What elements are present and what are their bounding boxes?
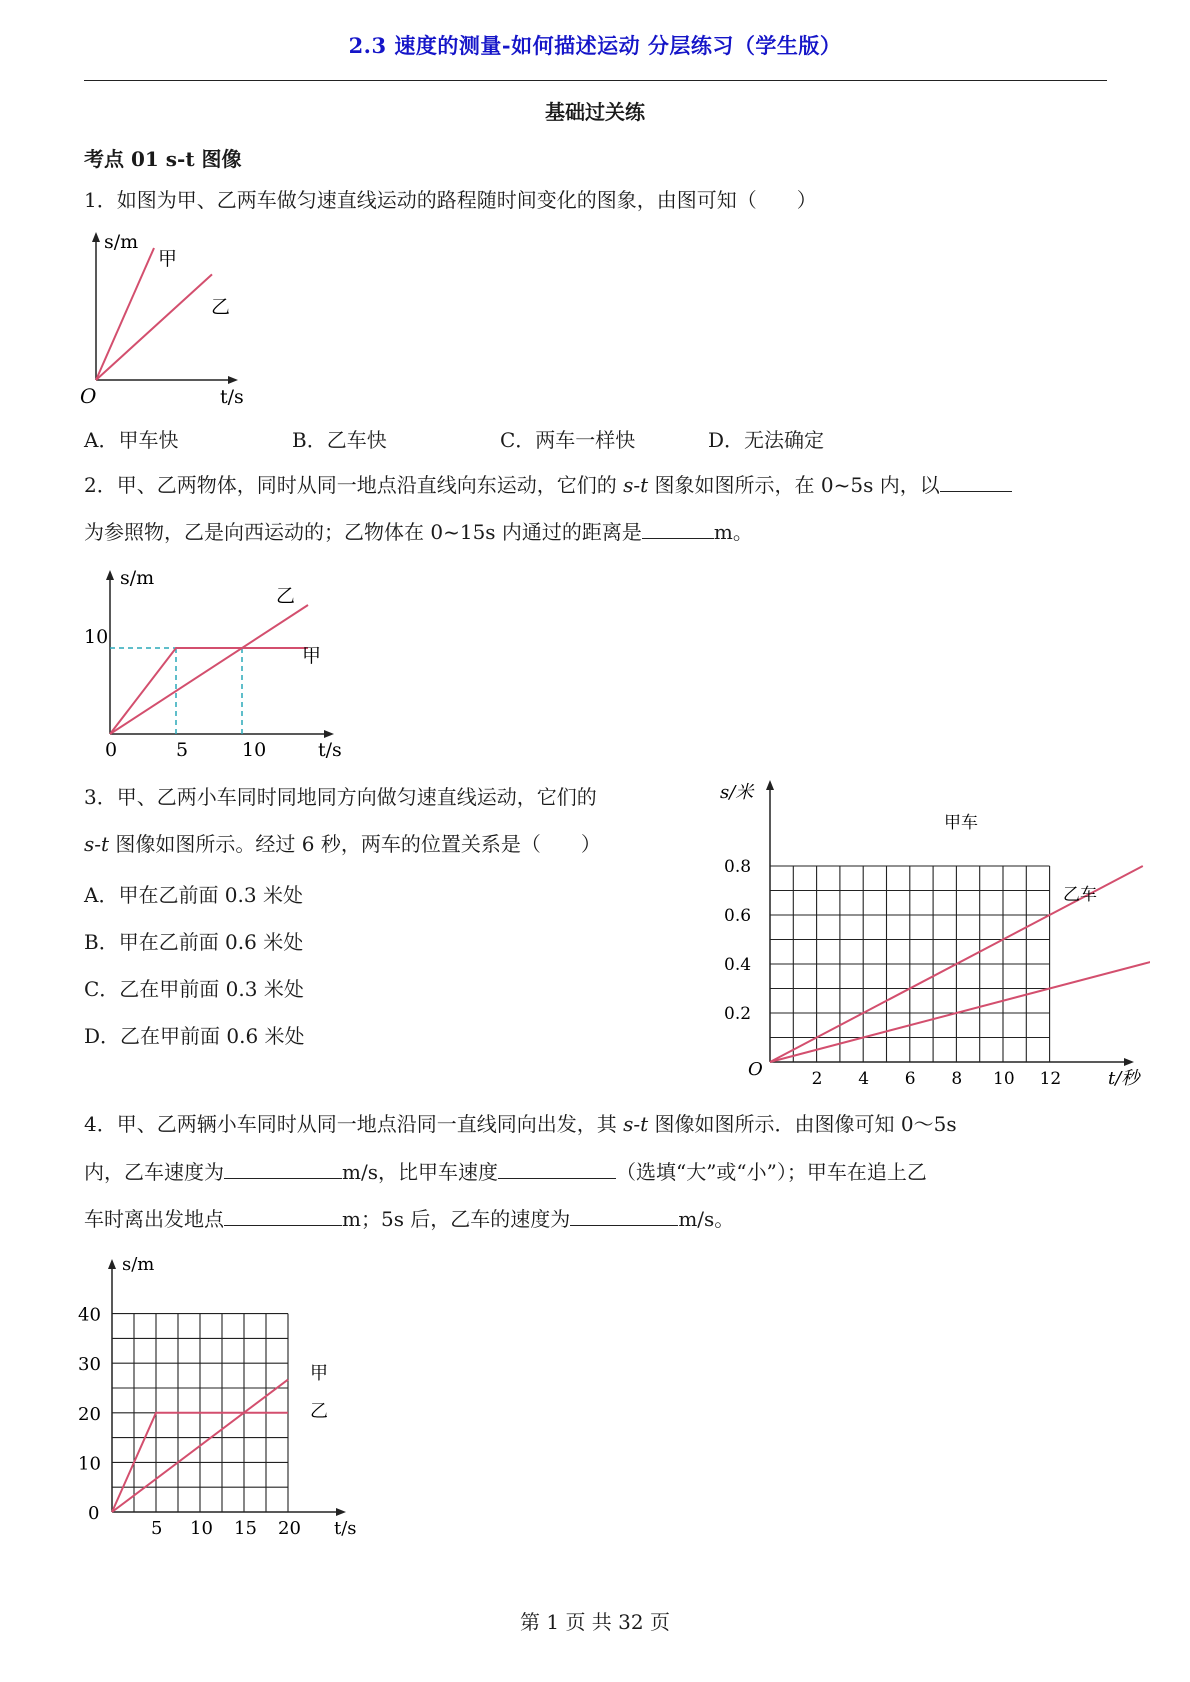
question-4-chart <box>78 1250 378 1550</box>
answer-blank[interactable] <box>224 1159 342 1179</box>
y-axis-arrow-icon <box>108 1259 116 1269</box>
y-axis-arrow-icon <box>92 232 100 242</box>
answer-blank[interactable] <box>224 1206 342 1226</box>
y-tick-label: 0.4 <box>724 955 752 975</box>
option-a: A．甲车快 <box>84 428 179 452</box>
y-axis-arrow-icon <box>766 780 774 790</box>
x-tick-5: 5 <box>176 739 189 761</box>
y-tick-label: 20 <box>78 1403 101 1425</box>
question-4-line-3: 车时离出发地点 m；5s 后，乙车的速度为 m/s。 <box>84 1207 735 1231</box>
y-axis-label: s/m <box>104 231 139 253</box>
series-label-yiche: 乙车 <box>1063 885 1097 905</box>
x-axis-arrow-icon <box>324 730 334 738</box>
y-tick-label: 10 <box>78 1453 101 1475</box>
origin-label: O <box>748 1059 763 1080</box>
series-label-jiache: 甲车 <box>944 813 978 833</box>
option-b: B．甲在乙前面 0.6 米处 <box>84 930 304 954</box>
series-label-jia: 甲 <box>302 645 322 667</box>
question-3-line-1: 3．甲、乙两小车同时同地同方向做匀速直线运动，它们的 <box>84 785 597 809</box>
x-tick-label: 5 <box>151 1518 163 1539</box>
y-axis-label: s/m <box>120 567 155 589</box>
series-label-jia: 甲 <box>310 1363 328 1384</box>
y-tick-label: 0.2 <box>724 1004 752 1024</box>
x-tick-label: 8 <box>951 1069 963 1089</box>
section-title: 基础过关练 <box>545 100 645 124</box>
answer-blank[interactable] <box>642 519 714 539</box>
question-2-line-1: 2．甲、乙两物体，同时从同一地点沿直线向东运动，它们的 s-t 图象如图所示，在 0~5s 内，以 <box>84 472 1012 497</box>
y-axis-arrow-icon <box>106 570 114 580</box>
option-b: B．乙车快 <box>292 428 387 452</box>
question-2-line-2: 为参照物，乙是向西运动的；乙物体在 0~15s 内通过的距离是 m。 <box>84 520 753 544</box>
x-tick-label: 10 <box>190 1518 213 1539</box>
x-tick-label: 20 <box>278 1518 301 1539</box>
series-label-jia: 甲 <box>158 248 178 270</box>
x-tick-0: 0 <box>105 739 118 761</box>
series-line-jia <box>96 248 154 380</box>
y-axis-label: s/m <box>122 1254 155 1275</box>
question-3-line-2: s-t 图像如图所示。经过 6 秒，两车的位置关系是（ ） <box>84 832 601 856</box>
series-line-jia <box>110 648 308 734</box>
question-2-chart <box>78 562 358 762</box>
y-axis-label: s/米 <box>720 782 754 803</box>
x-axis-label: t/s <box>220 386 244 408</box>
option-c: C．乙在甲前面 0.3 米处 <box>84 977 304 1001</box>
x-axis-arrow-icon <box>1124 1058 1134 1066</box>
series-label-yi: 乙 <box>310 1401 328 1422</box>
x-axis-label: t/秒 <box>1108 1068 1140 1089</box>
series-label-yi: 乙 <box>211 296 231 318</box>
x-tick-label: 12 <box>1039 1069 1062 1089</box>
page-number: 第 1 页 共 32 页 <box>520 1610 670 1634</box>
option-d: D．无法确定 <box>708 428 825 452</box>
x-tick-label: 4 <box>858 1069 870 1089</box>
x-tick-label: 6 <box>904 1069 916 1089</box>
topic-heading: 考点 01 s-t 图像 <box>84 147 242 171</box>
x-tick-label: 15 <box>234 1518 257 1539</box>
question-4-line-2: 内，乙车速度为 m/s，比甲车速度 （选填“大”或“小”）；甲车在追上乙 <box>84 1160 927 1184</box>
option-d: D．乙在甲前面 0.6 米处 <box>84 1024 305 1048</box>
x-axis-arrow-icon <box>336 1508 346 1516</box>
x-axis-label: t/s <box>334 1518 357 1539</box>
x-tick-label: 2 <box>811 1069 823 1089</box>
answer-blank[interactable] <box>940 472 1012 492</box>
series-line-yi <box>110 605 308 734</box>
question-3-chart <box>720 775 1150 1095</box>
y-tick-label: 0 <box>88 1503 100 1524</box>
answer-blank[interactable] <box>570 1206 678 1226</box>
y-tick-label: 0.8 <box>724 857 752 877</box>
chart-grid <box>770 866 1050 1062</box>
y-tick-label: 0.6 <box>724 906 752 926</box>
page-title: 2.3 速度的测量-如何描述运动 分层练习（学生版） <box>348 33 842 58</box>
y-tick-label: 30 <box>78 1354 101 1376</box>
option-a: A．甲在乙前面 0.3 米处 <box>84 883 303 907</box>
question-4-line-1: 4．甲、乙两辆小车同时从同一地点沿同一直线同向出发，其 s-t 图像如图所示．由图像可知 0～5s <box>84 1112 957 1136</box>
y-tick-10: 10 <box>84 626 109 648</box>
x-axis-label: t/s <box>318 739 342 761</box>
x-tick-10: 10 <box>242 739 267 761</box>
question-1-text: 1．如图为甲、乙两车做匀速直线运动的路程随时间变化的图象，由图可知（ ） <box>84 188 817 212</box>
x-tick-label: 10 <box>993 1069 1015 1089</box>
origin-label: O <box>80 384 97 408</box>
series-line-yi <box>96 274 212 380</box>
series-label-yi: 乙 <box>276 585 296 607</box>
y-tick-label: 40 <box>78 1304 101 1326</box>
option-c: C．两车一样快 <box>500 428 636 452</box>
question-1-chart <box>80 228 260 408</box>
header-divider <box>84 80 1107 81</box>
answer-blank[interactable] <box>498 1159 616 1179</box>
x-axis-arrow-icon <box>228 376 238 384</box>
